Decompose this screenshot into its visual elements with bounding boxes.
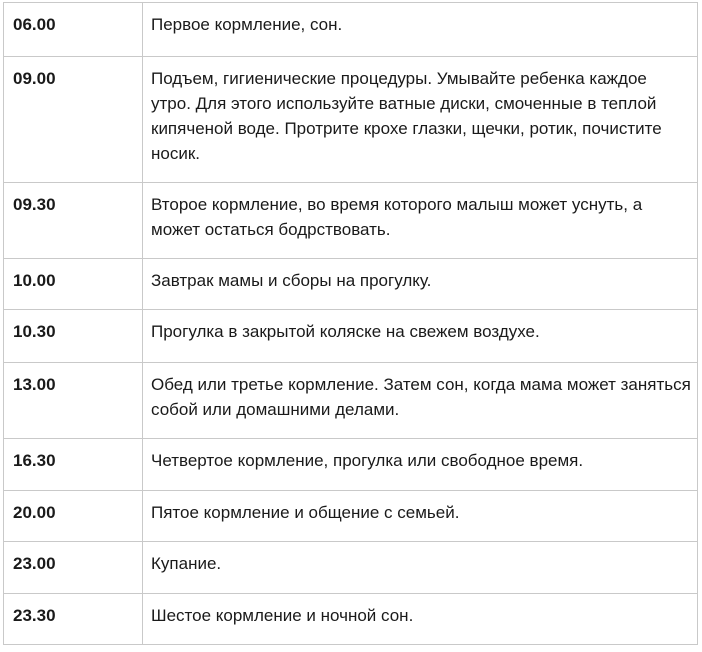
table-row	[4, 542, 698, 594]
activity-cell: Купание.	[143, 542, 698, 594]
table-row	[4, 363, 698, 439]
time-cell: 20.00	[4, 491, 143, 542]
time-cell: 23.30	[4, 594, 143, 645]
table-row	[4, 259, 698, 310]
activity-cell: Прогулка в закрытой коляске на свежем воздухе.	[143, 310, 698, 363]
table-row	[4, 439, 698, 491]
schedule-table	[3, 2, 698, 645]
table-row	[4, 183, 698, 259]
table-row	[4, 594, 698, 645]
activity-cell: Шестое кормление и ночной сон.	[143, 594, 698, 645]
time-cell: 06.00	[4, 3, 143, 57]
time-cell: 23.00	[4, 542, 143, 594]
time-cell: 10.00	[4, 259, 143, 310]
table-row	[4, 310, 698, 363]
time-cell: 09.00	[4, 57, 143, 183]
activity-cell: Первое кормление, сон.	[143, 3, 698, 57]
activity-cell: Четвертое кормление, прогулка или свободное время.	[143, 439, 698, 491]
table-row	[4, 491, 698, 542]
time-cell: 13.00	[4, 363, 143, 439]
activity-cell: Подъем, гигиенические процедуры. Умывайте ребенка каждое утро. Для этого используйте ватные диски, смоченные в теплой кипяченой воде. Протрите крохе глазки, щечки, ротик, почистите носик.	[143, 57, 698, 183]
activity-cell: Второе кормление, во время которого малыш может уснуть, а может остаться бодрствовать.	[143, 183, 698, 259]
time-cell: 09.30	[4, 183, 143, 259]
time-cell: 10.30	[4, 310, 143, 363]
time-cell: 16.30	[4, 439, 143, 491]
table-row	[4, 3, 698, 57]
table-row	[4, 57, 698, 183]
activity-cell: Обед или третье кормление. Затем сон, когда мама может заняться собой или домашними делами.	[143, 363, 698, 439]
activity-cell: Пятое кормление и общение с семьей.	[143, 491, 698, 542]
activity-cell: Завтрак мамы и сборы на прогулку.	[143, 259, 698, 310]
